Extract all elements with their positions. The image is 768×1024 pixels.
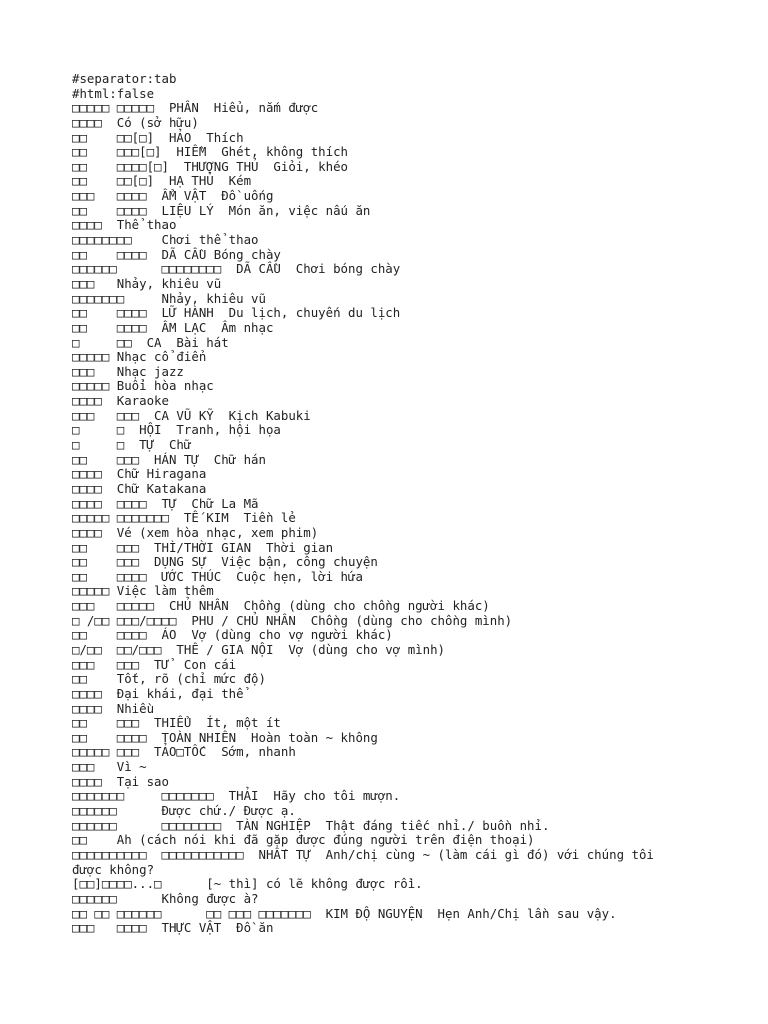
text-line: □ □ HỘI Tranh, hội họa: [72, 422, 281, 438]
text-line: □□□□□ □□□□□□□ TẾ KIM Tiền lẻ: [72, 510, 296, 526]
text-line: □ /□□ □□□/□□□□ PHU / CHỦ NHÂN Chồng (dùng cho chồng mình): [72, 612, 513, 628]
text-line: □□ □□□□ ÁO Vợ (dùng cho vợ người khác): [72, 627, 393, 643]
text-line: □□□□□□ □□□□□□□□ DÃ CẦU Chơi bóng chày: [72, 261, 401, 277]
text-line: □□□□□□ Không được à?: [72, 890, 259, 906]
text-line: □□ Ah (cách nói khi đã gặp được đúng người trên điện thoại): [72, 832, 535, 848]
text-line: □□□□□□ Được chứ./ Được ạ.: [72, 803, 296, 819]
text-line: □□□□ Chữ Hiragana: [72, 466, 207, 482]
text-line: được không?: [72, 861, 155, 877]
text-line: □□□□□ Việc làm thêm: [72, 583, 214, 599]
text-line: □□□□□ □□□ TẢO□TỐC Sớm, nhanh: [72, 744, 296, 760]
text-line: □□□ □□□□□ CHỦ NHÂN Chồng (dùng cho chồng người khác): [72, 598, 490, 614]
text-line: □□□□□ □□□□□ PHÂN Hiểu, nắm được: [72, 100, 319, 116]
text-line: □□ □□□ THIỂU Ít, một ít: [72, 715, 281, 731]
text-line: □□□□□□ □□□□□□□□ TÀN NGHIỆP Thật đáng tiếc nhỉ./ buồn nhỉ.: [72, 817, 550, 833]
text-line: □□ □□□□ DÃ CẦU Bóng chày: [72, 246, 281, 262]
text-line: □□□□ Có (sở hữu): [72, 114, 199, 130]
document-text: [72, 72, 752, 936]
text-line: □□□□ Vé (xem hòa nhạc, xem phim): [72, 524, 319, 540]
text-line: □□ □□□[□] HIỀM Ghét, không thích: [72, 144, 349, 160]
text-line: □□□□□□□□ Chơi thể thao: [72, 232, 259, 248]
text-line: □□□ Nhạc jazz: [72, 363, 184, 379]
text-line: □□ □□□□ TOÀN NHIÊN Hoàn toàn ~ không: [72, 729, 378, 745]
text-line: □□□ □□□□ THỰC VẬT Đồ ăn: [72, 920, 274, 936]
text-line: □□□ Nhảy, khiêu vũ: [72, 275, 222, 291]
text-line: □□ □□□ DỤNG SỰ Việc bận, công chuyện: [72, 554, 378, 570]
text-line: □□ □□□□ ÂM LẠC Âm nhạc: [72, 319, 274, 335]
text-line: □□ □□[□] HẠ THỦ Kém: [72, 173, 252, 189]
text-line: □□□□ □□□□ TỰ Chữ La Mã: [72, 495, 259, 511]
text-line: □□□□□□□□□□ □□□□□□□□□□□ NHẤT TỰ Anh/chị cùng ~ (làm cái gì đó) với chúng tôi: [72, 846, 654, 862]
text-line: □□□□ Karaoke: [72, 393, 169, 409]
text-line: □□ □□□ THÌ/THỜI GIAN Thời gian: [72, 539, 334, 555]
text-line: □□□□□□□ Nhảy, khiêu vũ: [72, 290, 266, 306]
text-line: □□□ Vì ~: [72, 759, 147, 775]
text-line: □□ □□□□[□] THƯỢNG THỦ Giỏi, khéo: [72, 158, 349, 174]
text-line: #html:false: [72, 85, 155, 101]
text-line: □/□□ □□/□□□ THÊ / GIA NỘI Vợ (dùng cho vợ mình): [72, 641, 445, 657]
text-line: □□□□□□□ □□□□□□□ THẢI Hãy cho tôi mượn.: [72, 788, 401, 804]
text-line: □□ Tốt, rõ (chỉ mức độ): [72, 671, 266, 687]
text-line: □□ □□[□] HẢO Thích: [72, 129, 244, 145]
text-line: □□□□ Nhiều: [72, 700, 155, 716]
text-line: □□□ □□□ TỬ Con cái: [72, 656, 237, 672]
text-line: □□ □□□ HÁN TỰ Chữ hán: [72, 451, 266, 467]
text-line: □□□ □□□□ ẨM VẬT Đồ uống: [72, 188, 274, 204]
text-line: □□□□ Chữ Katakana: [72, 480, 207, 496]
text-line: □□□□□ Nhạc cổ điển: [72, 349, 207, 365]
text-line: □□ □□□□ LIỆU LÝ Món ăn, việc nấu ăn: [72, 202, 371, 218]
text-line: □□□□□ Buổi hòa nhạc: [72, 378, 214, 394]
text-line: □□□□ Đại khái, đại thể: [72, 685, 244, 701]
text-line: □□□□ Tại sao: [72, 773, 169, 789]
text-line: □□□ □□□ CA VŨ KỸ Kịch Kabuki: [72, 407, 311, 423]
text-line: □ □ TỰ Chữ: [72, 437, 192, 453]
text-line: □□ □□□□ LỮ HÀNH Du lịch, chuyến du lịch: [72, 305, 401, 321]
text-line: □□ □□□□ ƯỚC THÚC Cuộc hẹn, lời hứa: [72, 568, 363, 584]
text-line: □□□□ Thể thao: [72, 217, 177, 233]
text-line: □□ □□ □□□□□□ □□ □□□ □□□□□□□ KIM ĐỘ NGUYỆN Hẹn Anh/Chị lần sau vậy.: [72, 905, 617, 921]
text-line: □ □□ CA Bài hát: [72, 334, 229, 350]
text-line: [□□]□□□□...□ [~ thì] có lẽ không được rồi.: [72, 876, 423, 892]
text-line: #separator:tab: [72, 71, 177, 86]
